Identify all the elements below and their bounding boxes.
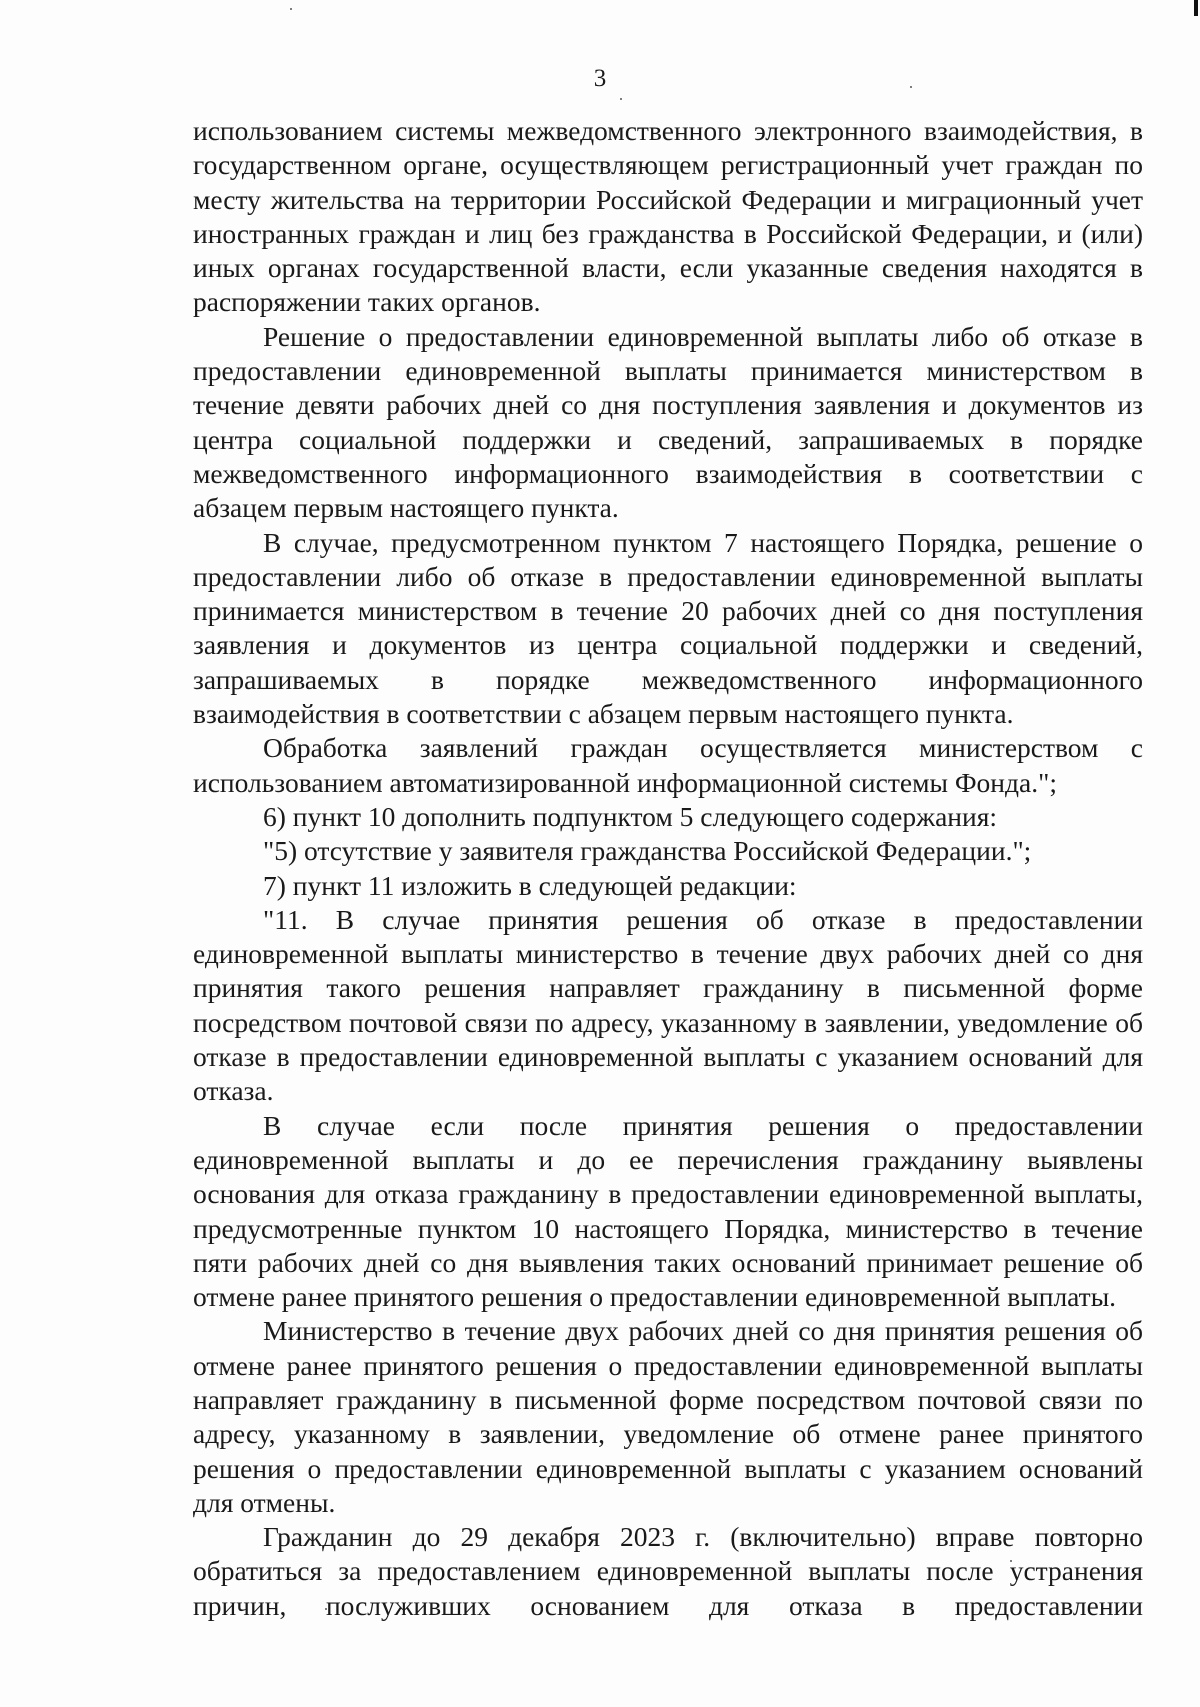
paragraph: "5) отсутствие у заявителя гражданства Российской Федерации.";	[263, 835, 1032, 867]
scan-edge-mark	[1194, 0, 1198, 16]
paragraph: 6) пункт 10 дополнить подпунктом 5 следующего содержания:	[263, 800, 998, 832]
paragraph: использованием системы межведомственного электронного взаимодействия, в государственном органе, осуществляющем регистрационный учет граждан по месту жительства на территории Российской Федерации и миграционный учет иностранных граждан и лиц без гражданства в Российской Федерации, и (или) иных органах государственной власти, если указанные сведения находятся в распоряжении таких органов.	[193, 115, 1143, 318]
paragraph: В случае если после принятия решения о предоставлении единовременной выплаты и до ее перечисления гражданину выявлены основания для отказа гражданину в предоставлении единовременной выплаты, предусмотренные пунктом 10 настоящего Порядка, министерство в течение пяти рабочих дней со дня выявления таких оснований принимает решение об отмене ранее принятого решения о предоставлении единовременной выплаты.	[193, 1109, 1143, 1313]
scan-speck	[290, 8, 292, 10]
paragraph: Обработка заявлений граждан осуществляется министерством с использованием автоматизированной информационной системы Фонда.";	[193, 732, 1143, 798]
paragraph: "11. В случае принятия решения об отказе в предоставлении единовременной выплаты министерство в течение двух рабочих дней со дня принятия такого решения направляет гражданину в письменной форме посредством почтовой связи по адресу, указанному в заявлении, уведомление об отказе в предоставлении единовременной выплаты с указанием оснований для отказа.	[193, 903, 1143, 1107]
paragraph: Решение о предоставлении единовременной выплаты либо об отказе в предоставлении единовременной выплаты принимается министерством в течение девяти рабочих дней со дня поступления заявления и документов из центра социальной поддержки и сведений, запрашиваемых в порядке межведомственного информационного взаимодействия в соответствии с абзацем первым настоящего пункта.	[193, 320, 1143, 524]
page-number: 3	[593, 65, 607, 92]
paragraph: Министерство в течение двух рабочих дней со дня принятия решения об отмене ранее принятого решения о предоставлении единовременной выплаты направляет гражданину в письменной форме посредством почтовой связи по адресу, указанному в заявлении, уведомление об отмене ранее принятого решения о предоставлении единовременной выплаты с указанием оснований для отмены.	[193, 1315, 1143, 1518]
paragraph: 7) пункт 11 изложить в следующей редакции:	[263, 869, 797, 901]
document-body	[193, 114, 1143, 1623]
scan-speck	[620, 98, 622, 100]
paragraph: Гражданин до 29 декабря 2023 г. (включительно) вправе повторно обратиться за предоставлением единовременной выплаты после устранения причин, послуживших основанием для отказа в предоставлении	[193, 1521, 1143, 1621]
paragraph: В случае, предусмотренном пунктом 7 настоящего Порядка, решение о предоставлении либо об отказе в предоставлении единовременной выплаты принимается министерством в течение 20 рабочих дней со дня поступления заявления и документов из центра социальной поддержки и сведений, запрашиваемых в порядке межведомственного информационного взаимодействия в соответствии с абзацем первым настоящего пункта.	[193, 526, 1143, 730]
